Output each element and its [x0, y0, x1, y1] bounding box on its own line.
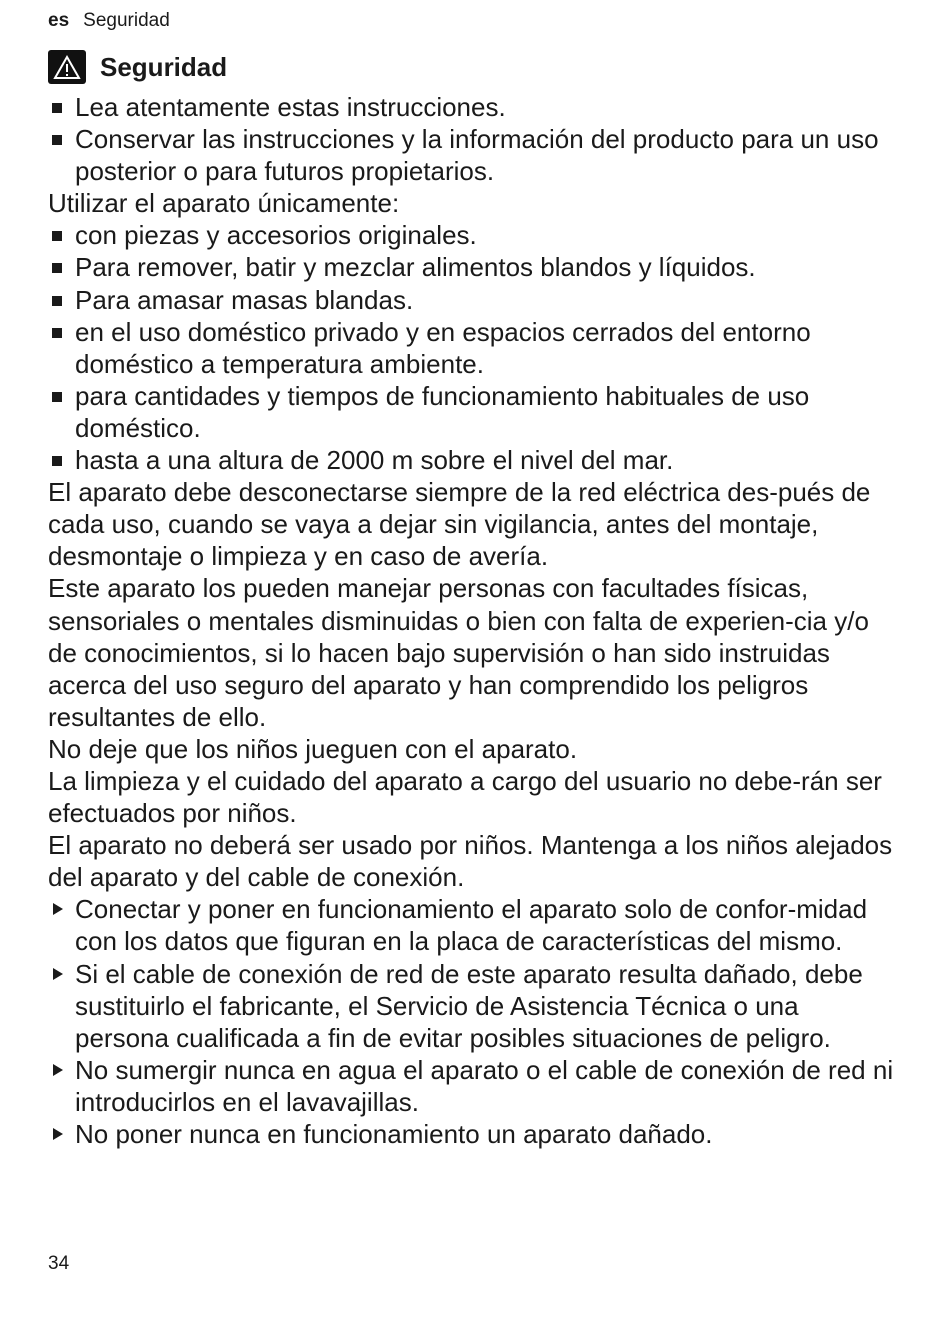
- list-item: hasta a una altura de 2000 m sobre el nivel del mar.: [48, 444, 898, 476]
- arrow-right-icon: [53, 968, 63, 980]
- action-item: No poner nunca en funcionamiento un aparato dañado.: [48, 1118, 898, 1150]
- square-bullet-icon: [52, 392, 62, 402]
- action-item: Si el cable de conexión de red de este aparato resulta dañado, debe sustituirlo el fabricante, el Servicio de Asistencia Técnica o una persona cualificada a fin de evitar posibles situaciones de peligro.: [48, 958, 898, 1054]
- list-item: Para remover, batir y mezclar alimentos blandos y líquidos.: [48, 251, 898, 283]
- section-title-row: [48, 50, 227, 84]
- action-item: No sumergir nunca en agua el aparato o el cable de conexión de red ni introducirlos en el lavavajillas.: [48, 1054, 898, 1118]
- list-item: para cantidades y tiempos de funcionamiento habituales de uso doméstico.: [48, 380, 898, 444]
- list-item: Conservar las instrucciones y la información del producto para un uso posterior o para futuros propietarios.: [48, 123, 898, 187]
- square-bullet-icon: [52, 263, 62, 273]
- running-header: [48, 10, 170, 32]
- safety-content: [48, 91, 898, 1150]
- paragraph: Este aparato los pueden manejar personas con facultades físicas, sensoriales o mentales disminuidas o bien con falta de experien-cia y/o de conocimientos, si lo hacen bajo supervisión o han sido instruidas acerca del uso seguro del aparato y han comprendido los peligros resultantes de ello.: [48, 573, 869, 732]
- header-section: Seguridad: [83, 10, 170, 31]
- list-item: con piezas y accesorios originales.: [48, 219, 898, 251]
- action-item: Conectar y poner en funcionamiento el aparato solo de confor-midad con los datos que figuran en la placa de características del mismo.: [48, 893, 898, 957]
- square-bullet-icon: [52, 296, 62, 306]
- arrow-right-icon: [53, 1128, 63, 1140]
- square-bullet-icon: [52, 328, 62, 338]
- list-item: Para amasar masas blandas.: [48, 284, 898, 316]
- list-item: Lea atentamente estas instrucciones.: [48, 91, 898, 123]
- arrow-right-icon: [53, 903, 63, 915]
- paragraph: El aparato no deberá ser usado por niños. Mantenga a los niños alejados del aparato y del cable de conexión.: [48, 830, 893, 893]
- language-code: es: [48, 10, 70, 31]
- paragraph: No deje que los niños jueguen con el aparato.: [48, 733, 578, 764]
- warning-triangle-icon: [48, 50, 86, 84]
- page-number: 34: [48, 1253, 70, 1274]
- section-title: Seguridad: [100, 51, 228, 82]
- use-intro: Utilizar el aparato únicamente:: [48, 188, 400, 219]
- square-bullet-icon: [52, 231, 62, 241]
- square-bullet-icon: [52, 456, 62, 466]
- paragraph: El aparato debe desconectarse siempre de la red eléctrica des-pués de cada uso, cuando se vaya a dejar sin vigilancia, antes del montaje, desmontaje o limpieza y en caso de avería.: [48, 477, 871, 572]
- square-bullet-icon: [52, 103, 62, 113]
- square-bullet-icon: [52, 135, 62, 145]
- arrow-right-icon: [53, 1064, 63, 1076]
- paragraph: La limpieza y el cuidado del aparato a cargo del usuario no debe-rán ser efectuados por niños.: [48, 765, 882, 829]
- list-item: en el uso doméstico privado y en espacios cerrados del entorno doméstico a temperatura ambiente.: [48, 316, 898, 380]
